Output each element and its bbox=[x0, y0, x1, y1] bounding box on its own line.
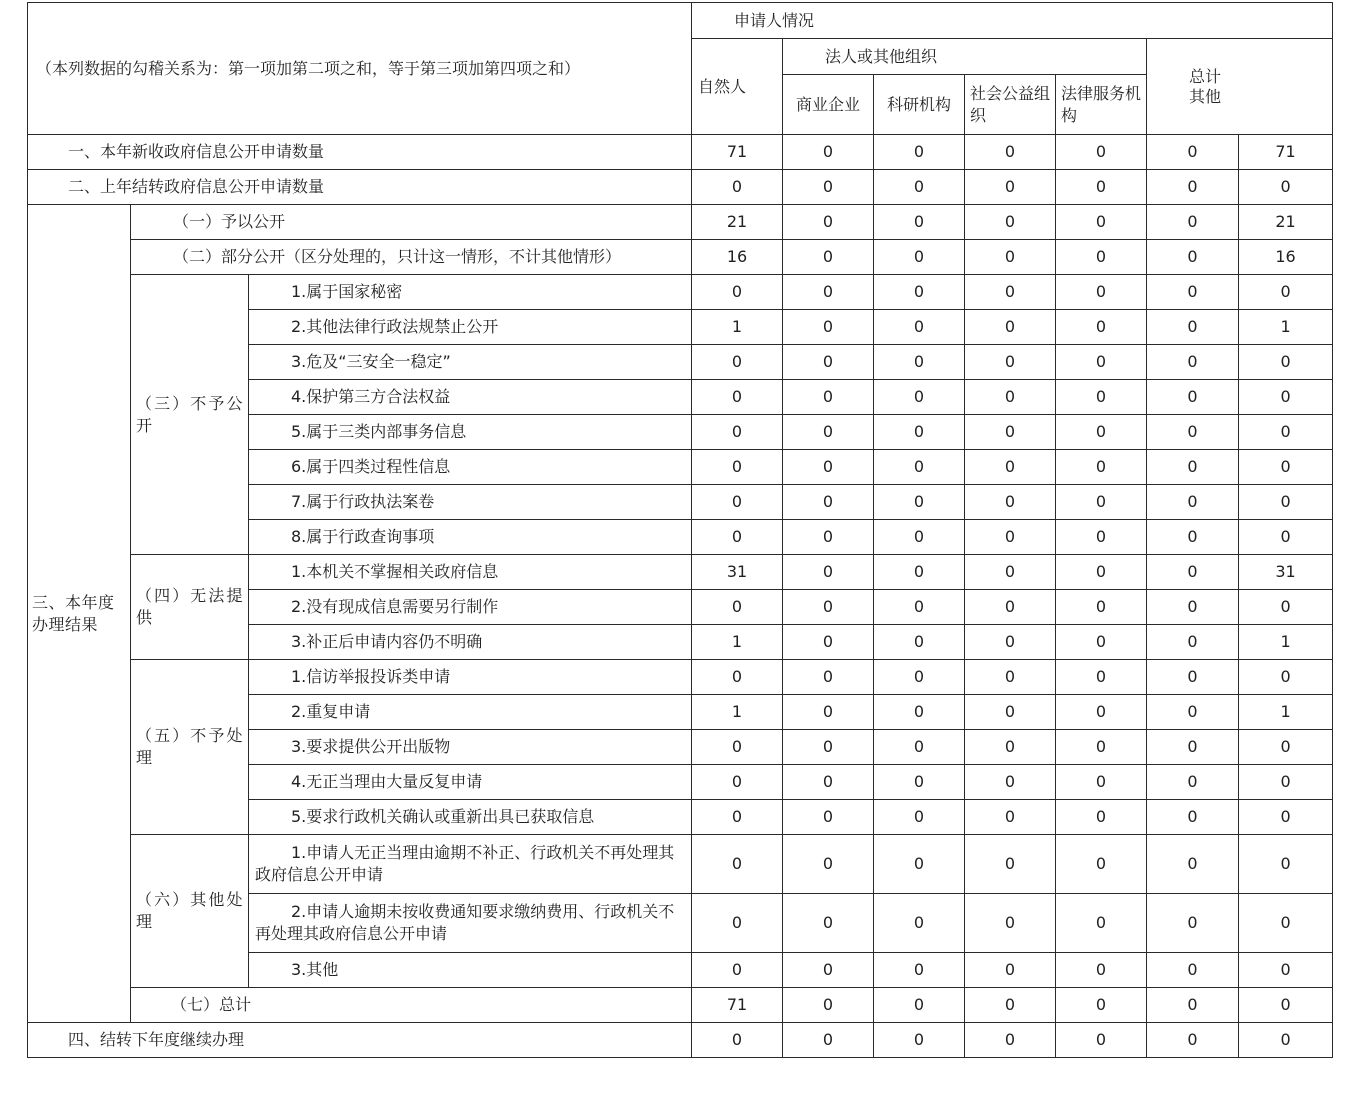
value-cell: 0 bbox=[874, 310, 965, 345]
value-cell: 0 bbox=[874, 894, 965, 953]
value-cell: 31 bbox=[1239, 555, 1333, 590]
value-cell: 0 bbox=[1239, 485, 1333, 520]
table-row bbox=[28, 205, 1333, 240]
value-cell: 0 bbox=[1056, 730, 1147, 765]
value-cell: 0 bbox=[1147, 345, 1239, 380]
value-cell: 0 bbox=[783, 625, 874, 660]
value-cell: 16 bbox=[692, 240, 783, 275]
section3-label: 三、本年度办理结果 bbox=[28, 205, 131, 1023]
value-cell: 1 bbox=[692, 695, 783, 730]
value-cell: 0 bbox=[874, 695, 965, 730]
value-cell: 0 bbox=[1147, 310, 1239, 345]
header-social-welfare: 社会公益组织 bbox=[965, 75, 1056, 135]
row-label: 2.重复申请 bbox=[249, 695, 692, 730]
value-cell: 0 bbox=[1239, 988, 1333, 1023]
value-cell: 0 bbox=[783, 660, 874, 695]
value-cell: 0 bbox=[783, 205, 874, 240]
value-cell: 0 bbox=[1239, 520, 1333, 555]
value-cell: 0 bbox=[692, 590, 783, 625]
header-note: （本列数据的勾稽关系为：第一项加第二项之和，等于第三项加第四项之和） bbox=[28, 3, 692, 135]
value-cell: 0 bbox=[692, 275, 783, 310]
value-cell: 0 bbox=[783, 800, 874, 835]
value-cell: 0 bbox=[874, 835, 965, 894]
value-cell: 0 bbox=[1239, 380, 1333, 415]
value-cell: 0 bbox=[783, 415, 874, 450]
row-label: （七）总计 bbox=[131, 988, 692, 1023]
value-cell: 0 bbox=[692, 450, 783, 485]
value-cell: 0 bbox=[1147, 953, 1239, 988]
value-cell: 71 bbox=[692, 135, 783, 170]
header-legal-service: 法律服务机构 bbox=[1056, 75, 1147, 135]
table-row bbox=[28, 660, 1333, 695]
value-cell: 0 bbox=[874, 345, 965, 380]
table-row bbox=[28, 835, 1333, 894]
value-cell: 0 bbox=[783, 275, 874, 310]
value-cell: 0 bbox=[1056, 205, 1147, 240]
row-label: （一）予以公开 bbox=[131, 205, 692, 240]
value-cell: 0 bbox=[783, 450, 874, 485]
value-cell: 0 bbox=[965, 205, 1056, 240]
header-applicant: 申请人情况 bbox=[692, 3, 1333, 39]
value-cell: 0 bbox=[1147, 800, 1239, 835]
row-label: 8.属于行政查询事项 bbox=[249, 520, 692, 555]
value-cell: 0 bbox=[1056, 988, 1147, 1023]
value-cell: 1 bbox=[1239, 310, 1333, 345]
table-row bbox=[28, 1023, 1333, 1058]
value-cell: 0 bbox=[783, 520, 874, 555]
value-cell: 0 bbox=[965, 555, 1056, 590]
value-cell: 0 bbox=[1239, 590, 1333, 625]
value-cell: 0 bbox=[783, 170, 874, 205]
value-cell: 0 bbox=[1239, 730, 1333, 765]
value-cell: 0 bbox=[874, 953, 965, 988]
value-cell: 71 bbox=[692, 988, 783, 1023]
value-cell: 1 bbox=[1239, 695, 1333, 730]
value-cell: 0 bbox=[1056, 660, 1147, 695]
table-row bbox=[28, 988, 1333, 1023]
value-cell: 0 bbox=[1147, 590, 1239, 625]
value-cell: 0 bbox=[874, 988, 965, 1023]
value-cell: 0 bbox=[965, 240, 1056, 275]
row-label: 3.补正后申请内容仍不明确 bbox=[249, 625, 692, 660]
value-cell: 0 bbox=[1239, 800, 1333, 835]
row-label: 5.要求行政机关确认或重新出具已获取信息 bbox=[249, 800, 692, 835]
header-natural-person: 自然人 bbox=[692, 39, 783, 135]
group-label: （六）其他处理 bbox=[131, 835, 249, 988]
value-cell: 0 bbox=[874, 730, 965, 765]
value-cell: 0 bbox=[1147, 450, 1239, 485]
value-cell: 0 bbox=[1239, 660, 1333, 695]
row-label: 2.申请人逾期未按收费通知要求缴纳费用、行政机关不再处理其政府信息公开申请 bbox=[249, 894, 692, 953]
value-cell: 0 bbox=[1239, 345, 1333, 380]
value-cell: 0 bbox=[783, 953, 874, 988]
value-cell: 0 bbox=[1147, 625, 1239, 660]
value-cell: 0 bbox=[965, 275, 1056, 310]
group-label: （四）无法提供 bbox=[131, 555, 249, 660]
group-label: （三）不予公开 bbox=[131, 275, 249, 555]
value-cell: 0 bbox=[783, 765, 874, 800]
value-cell: 0 bbox=[1147, 1023, 1239, 1058]
value-cell: 0 bbox=[783, 135, 874, 170]
value-cell: 1 bbox=[1239, 625, 1333, 660]
value-cell: 0 bbox=[692, 835, 783, 894]
header-row-1 bbox=[28, 3, 1333, 39]
value-cell: 0 bbox=[874, 380, 965, 415]
row-label: 3.其他 bbox=[249, 953, 692, 988]
value-cell: 0 bbox=[692, 730, 783, 765]
value-cell: 31 bbox=[692, 555, 783, 590]
value-cell: 71 bbox=[1239, 135, 1333, 170]
value-cell: 0 bbox=[965, 135, 1056, 170]
row-label: 5.属于三类内部事务信息 bbox=[249, 415, 692, 450]
value-cell: 0 bbox=[965, 953, 1056, 988]
value-cell: 0 bbox=[965, 894, 1056, 953]
value-cell: 0 bbox=[965, 765, 1056, 800]
value-cell: 0 bbox=[692, 520, 783, 555]
row-label: （二）部分公开（区分处理的，只计这一情形，不计其他情形） bbox=[131, 240, 692, 275]
value-cell: 0 bbox=[1147, 205, 1239, 240]
value-cell: 0 bbox=[965, 415, 1056, 450]
value-cell: 0 bbox=[1056, 450, 1147, 485]
table-row bbox=[28, 275, 1333, 310]
group-label: （五）不予处理 bbox=[131, 660, 249, 835]
value-cell: 1 bbox=[692, 310, 783, 345]
value-cell: 0 bbox=[1239, 765, 1333, 800]
value-cell: 0 bbox=[1147, 520, 1239, 555]
value-cell: 0 bbox=[783, 590, 874, 625]
value-cell: 0 bbox=[965, 625, 1056, 660]
value-cell: 0 bbox=[874, 660, 965, 695]
header-research: 科研机构 bbox=[874, 75, 965, 135]
value-cell: 0 bbox=[1056, 170, 1147, 205]
value-cell: 0 bbox=[1056, 135, 1147, 170]
row-label: 四、结转下年度继续办理 bbox=[28, 1023, 692, 1058]
value-cell: 0 bbox=[1056, 590, 1147, 625]
value-cell: 0 bbox=[1239, 415, 1333, 450]
value-cell: 0 bbox=[965, 1023, 1056, 1058]
value-cell: 0 bbox=[783, 240, 874, 275]
value-cell: 0 bbox=[874, 800, 965, 835]
value-cell: 0 bbox=[874, 1023, 965, 1058]
value-cell: 0 bbox=[692, 345, 783, 380]
row-label: 4.保护第三方合法权益 bbox=[249, 380, 692, 415]
value-cell: 0 bbox=[965, 345, 1056, 380]
value-cell: 0 bbox=[783, 835, 874, 894]
value-cell: 0 bbox=[965, 310, 1056, 345]
value-cell: 0 bbox=[874, 415, 965, 450]
value-cell: 0 bbox=[692, 485, 783, 520]
value-cell: 16 bbox=[1239, 240, 1333, 275]
row-label: 3.危及“三安全一稳定” bbox=[249, 345, 692, 380]
value-cell: 0 bbox=[874, 170, 965, 205]
row-label: 1.申请人无正当理由逾期不补正、行政机关不再处理其政府信息公开申请 bbox=[249, 835, 692, 894]
row-label: 一、本年新收政府信息公开申请数量 bbox=[28, 135, 692, 170]
value-cell: 0 bbox=[874, 135, 965, 170]
value-cell: 0 bbox=[783, 310, 874, 345]
row-label: 1.信访举报投诉类申请 bbox=[249, 660, 692, 695]
value-cell: 0 bbox=[874, 275, 965, 310]
value-cell: 0 bbox=[783, 485, 874, 520]
value-cell: 0 bbox=[874, 765, 965, 800]
value-cell: 0 bbox=[1056, 485, 1147, 520]
table-row bbox=[28, 170, 1333, 205]
value-cell: 0 bbox=[1147, 240, 1239, 275]
value-cell: 0 bbox=[783, 380, 874, 415]
table-row bbox=[28, 135, 1333, 170]
value-cell: 0 bbox=[965, 988, 1056, 1023]
value-cell: 0 bbox=[692, 170, 783, 205]
value-cell: 0 bbox=[692, 894, 783, 953]
value-cell: 0 bbox=[1056, 345, 1147, 380]
value-cell: 0 bbox=[965, 485, 1056, 520]
value-cell: 0 bbox=[783, 988, 874, 1023]
value-cell: 0 bbox=[1147, 660, 1239, 695]
value-cell: 0 bbox=[692, 800, 783, 835]
value-cell: 0 bbox=[874, 520, 965, 555]
value-cell: 0 bbox=[1056, 765, 1147, 800]
value-cell: 0 bbox=[874, 625, 965, 660]
header-legal-group: 法人或其他组织 bbox=[783, 39, 1147, 75]
value-cell: 0 bbox=[783, 345, 874, 380]
value-cell: 0 bbox=[874, 590, 965, 625]
value-cell: 0 bbox=[965, 590, 1056, 625]
row-label: 4.无正当理由大量反复申请 bbox=[249, 765, 692, 800]
header-business: 商业企业 bbox=[783, 75, 874, 135]
value-cell: 0 bbox=[874, 450, 965, 485]
value-cell: 0 bbox=[1147, 555, 1239, 590]
value-cell: 0 bbox=[965, 170, 1056, 205]
value-cell: 0 bbox=[1239, 953, 1333, 988]
value-cell: 0 bbox=[783, 1023, 874, 1058]
value-cell: 0 bbox=[1056, 380, 1147, 415]
value-cell: 0 bbox=[1056, 275, 1147, 310]
value-cell: 0 bbox=[965, 660, 1056, 695]
row-label: 1.本机关不掌握相关政府信息 bbox=[249, 555, 692, 590]
value-cell: 0 bbox=[874, 555, 965, 590]
row-label: 2.其他法律行政法规禁止公开 bbox=[249, 310, 692, 345]
value-cell: 0 bbox=[1147, 415, 1239, 450]
value-cell: 0 bbox=[1147, 135, 1239, 170]
value-cell: 0 bbox=[1147, 730, 1239, 765]
value-cell: 0 bbox=[965, 380, 1056, 415]
header-other-total: 总计 其他 bbox=[1147, 39, 1333, 135]
value-cell: 0 bbox=[1147, 275, 1239, 310]
row-label: 二、上年结转政府信息公开申请数量 bbox=[28, 170, 692, 205]
value-cell: 0 bbox=[1056, 240, 1147, 275]
value-cell: 0 bbox=[1056, 1023, 1147, 1058]
value-cell: 0 bbox=[965, 695, 1056, 730]
value-cell: 0 bbox=[783, 695, 874, 730]
value-cell: 0 bbox=[1056, 555, 1147, 590]
value-cell: 0 bbox=[1147, 894, 1239, 953]
value-cell: 0 bbox=[1056, 800, 1147, 835]
value-cell: 0 bbox=[692, 415, 783, 450]
value-cell: 0 bbox=[1239, 170, 1333, 205]
table-row bbox=[28, 555, 1333, 590]
value-cell: 0 bbox=[1056, 520, 1147, 555]
value-cell: 0 bbox=[965, 520, 1056, 555]
value-cell: 0 bbox=[965, 730, 1056, 765]
value-cell: 0 bbox=[1239, 835, 1333, 894]
value-cell: 0 bbox=[1147, 380, 1239, 415]
value-cell: 0 bbox=[1147, 170, 1239, 205]
value-cell: 0 bbox=[692, 1023, 783, 1058]
value-cell: 0 bbox=[965, 800, 1056, 835]
value-cell: 0 bbox=[783, 894, 874, 953]
value-cell: 0 bbox=[783, 730, 874, 765]
value-cell: 0 bbox=[874, 485, 965, 520]
value-cell: 0 bbox=[1147, 695, 1239, 730]
value-cell: 0 bbox=[1147, 835, 1239, 894]
value-cell: 0 bbox=[1239, 450, 1333, 485]
value-cell: 0 bbox=[965, 835, 1056, 894]
value-cell: 0 bbox=[1147, 765, 1239, 800]
value-cell: 0 bbox=[1239, 1023, 1333, 1058]
value-cell: 0 bbox=[1056, 953, 1147, 988]
value-cell: 0 bbox=[1056, 310, 1147, 345]
value-cell: 0 bbox=[1056, 894, 1147, 953]
value-cell: 1 bbox=[692, 625, 783, 660]
value-cell: 0 bbox=[692, 660, 783, 695]
row-label: 1.属于国家秘密 bbox=[249, 275, 692, 310]
value-cell: 0 bbox=[874, 205, 965, 240]
value-cell: 0 bbox=[1239, 275, 1333, 310]
table-row bbox=[28, 240, 1333, 275]
value-cell: 0 bbox=[1056, 695, 1147, 730]
value-cell: 0 bbox=[1056, 835, 1147, 894]
gov-info-disclosure-table bbox=[27, 2, 1333, 1058]
value-cell: 0 bbox=[692, 380, 783, 415]
value-cell: 0 bbox=[692, 765, 783, 800]
row-label: 3.要求提供公开出版物 bbox=[249, 730, 692, 765]
value-cell: 0 bbox=[1056, 625, 1147, 660]
value-cell: 0 bbox=[1056, 415, 1147, 450]
value-cell: 21 bbox=[1239, 205, 1333, 240]
row-label: 7.属于行政执法案卷 bbox=[249, 485, 692, 520]
row-label: 2.没有现成信息需要另行制作 bbox=[249, 590, 692, 625]
value-cell: 0 bbox=[874, 240, 965, 275]
value-cell: 0 bbox=[692, 953, 783, 988]
value-cell: 0 bbox=[965, 450, 1056, 485]
value-cell: 0 bbox=[1147, 988, 1239, 1023]
value-cell: 21 bbox=[692, 205, 783, 240]
row-label: 6.属于四类过程性信息 bbox=[249, 450, 692, 485]
value-cell: 0 bbox=[1239, 894, 1333, 953]
value-cell: 0 bbox=[1147, 485, 1239, 520]
value-cell: 0 bbox=[783, 555, 874, 590]
